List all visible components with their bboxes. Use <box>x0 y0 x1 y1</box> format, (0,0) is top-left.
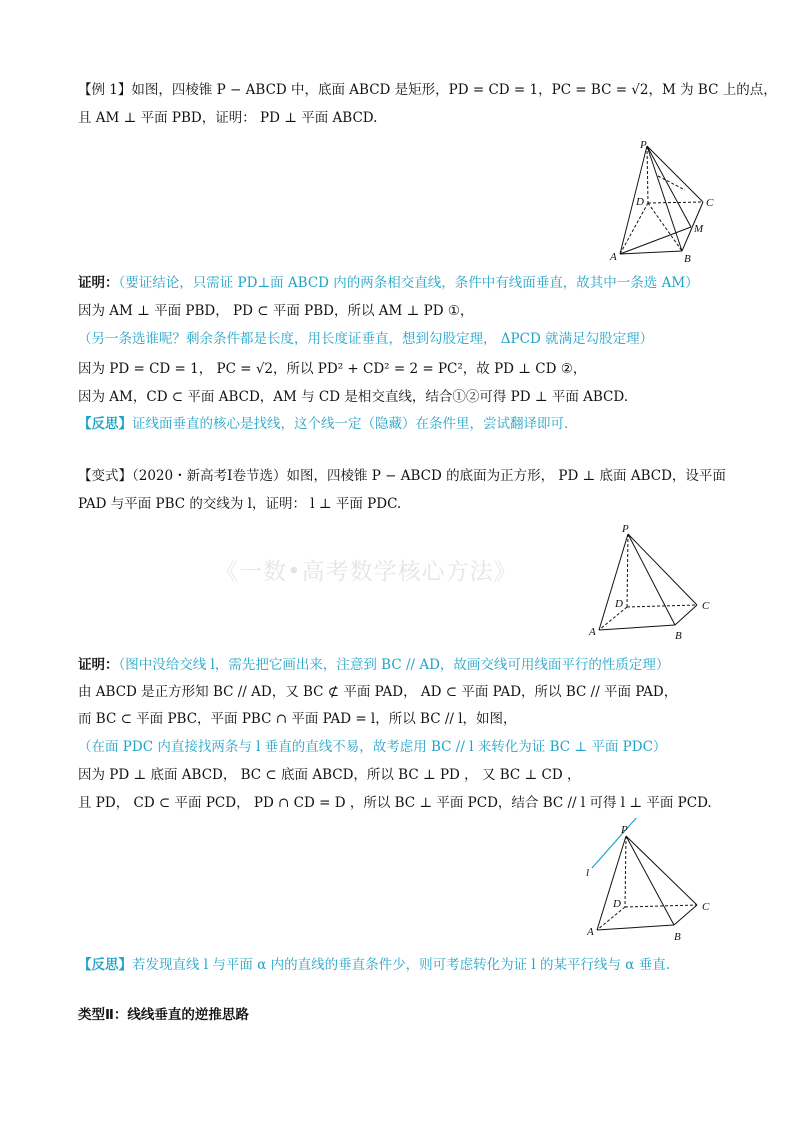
example1-hint2: （另一条选谁呢？剩余条件都是长度，用长度证垂直，想到勾股定理， ΔPCD 就满足勾股定理） <box>78 331 654 347</box>
reflect-tag: 【反思】 <box>78 957 132 973</box>
label-B: B <box>675 630 682 642</box>
variant-proof-hint-line <box>78 655 669 675</box>
variant-step4: 且 PD， CD ⊂ 平面 PCD， PD ∩ CD = D ，所以 BC ⊥ 平面 PCD，结合 BC // l 可得 l ⊥ 平面 PCD. <box>78 795 712 811</box>
label-C: C <box>702 901 710 913</box>
label-B: B <box>674 931 681 943</box>
label-M: M <box>694 223 704 235</box>
type2-heading: 类型Ⅱ：线线垂直的逆推思路 <box>78 1007 249 1023</box>
label-C: C <box>702 600 710 612</box>
label-A: A <box>610 251 617 263</box>
variant-figure-with-line-l <box>580 818 715 943</box>
label-A: A <box>587 926 594 938</box>
proof-hint: （要证结论，只需证 PD⊥面 ABCD 内的两条相交直线，条件中有线面垂直，故其中一条选 AM） <box>118 275 699 291</box>
variant-hint2: （在面 PDC 内直接找两条与 l 垂直的直线不易，故考虑用 BC // l 来转化为证 BC ⊥ 平面 PDC） <box>78 739 667 755</box>
label-D: D <box>613 898 621 910</box>
variant-step1: 由 ABCD 是正方形知 BC // AD，又 BC ⊄ 平面 PAD， AD ⊂ 平面 PAD，所以 BC // 平面 PAD， <box>78 684 678 700</box>
example1-step3: 因为 AM，CD ⊂ 平面 ABCD，AM 与 CD 是相交直线，结合①②可得 PD ⊥ 平面 ABCD. <box>78 389 629 405</box>
label-D: D <box>636 196 644 208</box>
variant-reflection <box>78 955 670 975</box>
example1-statement-line2: 且 AM ⊥ 平面 PBD，证明： PD ⊥ 平面 ABCD. <box>78 110 378 126</box>
variant-statement-line2: PAD 与平面 PBC 的交线为 l，证明： l ⊥ 平面 PDC. <box>78 496 402 512</box>
label-P: P <box>621 824 628 836</box>
label-A: A <box>589 626 596 638</box>
example1-statement-line1: 【例 1】如图，四棱锥 P − ABCD 中，底面 ABCD 是矩形，PD = CD = 1，PC = BC = √2，M 为 BC 上的点， <box>78 82 777 98</box>
label-l: l <box>586 867 590 879</box>
example1-proof-hint-line <box>78 273 699 293</box>
label-P: P <box>622 523 629 535</box>
label-C: C <box>706 197 714 209</box>
watermark: 《一数•高考数学核心方法》 <box>215 559 518 585</box>
label-D: D <box>615 598 623 610</box>
example1-reflection <box>78 414 568 434</box>
reflect-text: 证线面垂直的核心是找线，这个线一定（隐藏）在条件里，尝试翻译即可. <box>132 416 569 432</box>
variant-step2: 而 BC ⊂ 平面 PBC，平面 PBC ∩ 平面 PAD = l，所以 BC // l，如图， <box>78 711 517 727</box>
variant-statement-line1: 【变式】（2020・新高考Ⅰ卷节选）如图，四棱锥 P − ABCD 的底面为正方形， PD ⊥ 底面 ABCD，设平面 <box>78 468 726 484</box>
proof-label: 证明： <box>78 275 119 291</box>
label-B: B <box>684 253 691 265</box>
variant-step3: 因为 PD ⊥ 底面 ABCD， BC ⊂ 底面 ABCD，所以 BC ⊥ PD ， 又 BC ⊥ CD ， <box>78 767 581 783</box>
reflect-text: 若发现直线 l 与平面 α 内的直线的垂直条件少，则可考虑转化为证 l 的某平行线与 α 垂直. <box>132 957 670 973</box>
example1-figure <box>600 136 730 266</box>
proof-label: 证明： <box>78 657 119 673</box>
variant-figure <box>585 520 715 645</box>
proof-hint: （图中没给交线 l，需先把它画出来，注意到 BC // AD，故画交线可用线面平行的性质定理） <box>118 657 670 673</box>
reflect-tag: 【反思】 <box>78 416 132 432</box>
example1-step1: 因为 AM ⊥ 平面 PBD， PD ⊂ 平面 PBD，所以 AM ⊥ PD ①， <box>78 303 474 319</box>
label-P: P <box>640 139 647 151</box>
example1-step2: 因为 PD = CD = 1， PC = √2，所以 PD² + CD² = 2 = PC²，故 PD ⊥ CD ②， <box>78 361 587 377</box>
